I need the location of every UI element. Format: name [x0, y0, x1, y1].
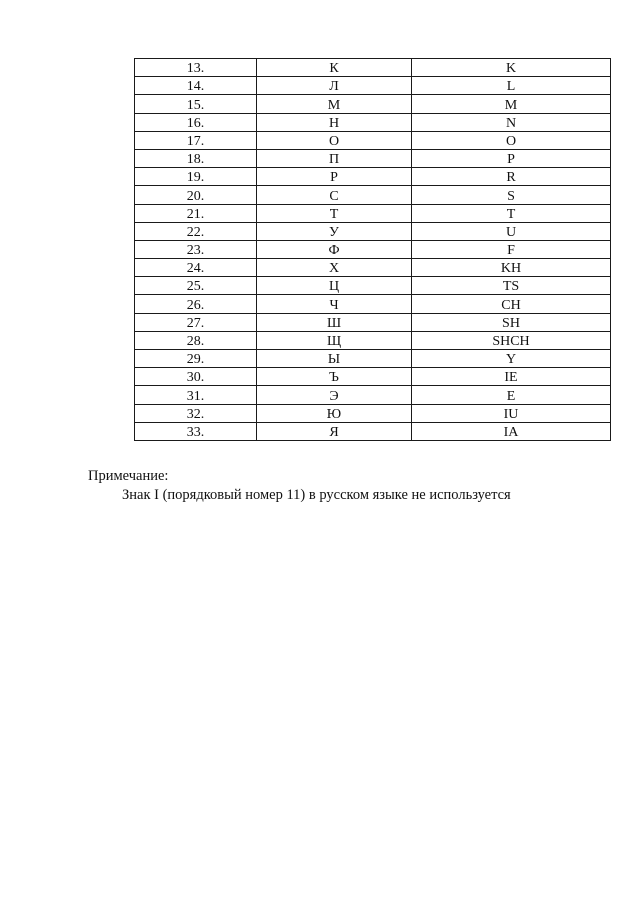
note-text: Знак I (порядковый номер 11) в русском языке не используется: [122, 487, 511, 503]
latin-transliteration-cell: KH: [412, 259, 611, 277]
row-number-cell: 15.: [135, 95, 257, 113]
table-row: [135, 204, 611, 222]
cyrillic-letter-cell: Н: [257, 113, 412, 131]
latin-transliteration-cell: IE: [412, 368, 611, 386]
latin-transliteration-cell: F: [412, 240, 611, 258]
table-row: [135, 350, 611, 368]
row-number-cell: 19.: [135, 168, 257, 186]
cyrillic-letter-cell: Х: [257, 259, 412, 277]
row-number-cell: 14.: [135, 77, 257, 95]
table-row: [135, 59, 611, 77]
table-row: [135, 368, 611, 386]
latin-transliteration-cell: E: [412, 386, 611, 404]
table-row: [135, 331, 611, 349]
table-row: [135, 77, 611, 95]
row-number-cell: 33.: [135, 422, 257, 440]
row-number-cell: 23.: [135, 240, 257, 258]
row-number-cell: 26.: [135, 295, 257, 313]
table-row: [135, 168, 611, 186]
table-row: [135, 222, 611, 240]
latin-transliteration-cell: TS: [412, 277, 611, 295]
row-number-cell: 22.: [135, 222, 257, 240]
cyrillic-letter-cell: Ъ: [257, 368, 412, 386]
latin-transliteration-cell: K: [412, 59, 611, 77]
cyrillic-letter-cell: Ш: [257, 313, 412, 331]
latin-transliteration-cell: SH: [412, 313, 611, 331]
table-row: [135, 259, 611, 277]
row-number-cell: 25.: [135, 277, 257, 295]
table-row: [135, 277, 611, 295]
row-number-cell: 21.: [135, 204, 257, 222]
latin-transliteration-cell: O: [412, 131, 611, 149]
cyrillic-letter-cell: Ю: [257, 404, 412, 422]
table-row: [135, 95, 611, 113]
cyrillic-letter-cell: С: [257, 186, 412, 204]
latin-transliteration-cell: IA: [412, 422, 611, 440]
cyrillic-letter-cell: К: [257, 59, 412, 77]
note-title: Примечание:: [88, 468, 169, 484]
transliteration-table-body: [135, 59, 611, 441]
row-number-cell: 17.: [135, 131, 257, 149]
row-number-cell: 24.: [135, 259, 257, 277]
row-number-cell: 29.: [135, 350, 257, 368]
cyrillic-letter-cell: Щ: [257, 331, 412, 349]
transliteration-table: [134, 58, 611, 441]
cyrillic-letter-cell: Ц: [257, 277, 412, 295]
latin-transliteration-cell: IU: [412, 404, 611, 422]
table-row: [135, 295, 611, 313]
latin-transliteration-cell: CH: [412, 295, 611, 313]
row-number-cell: 32.: [135, 404, 257, 422]
latin-transliteration-cell: T: [412, 204, 611, 222]
row-number-cell: 31.: [135, 386, 257, 404]
cyrillic-letter-cell: Э: [257, 386, 412, 404]
cyrillic-letter-cell: Ы: [257, 350, 412, 368]
latin-transliteration-cell: L: [412, 77, 611, 95]
latin-transliteration-cell: N: [412, 113, 611, 131]
cyrillic-letter-cell: Т: [257, 204, 412, 222]
table-row: [135, 113, 611, 131]
latin-transliteration-cell: R: [412, 168, 611, 186]
cyrillic-letter-cell: Ф: [257, 240, 412, 258]
table-row: [135, 131, 611, 149]
latin-transliteration-cell: SHCH: [412, 331, 611, 349]
table-row: [135, 149, 611, 167]
latin-transliteration-cell: U: [412, 222, 611, 240]
cyrillic-letter-cell: Л: [257, 77, 412, 95]
cyrillic-letter-cell: Р: [257, 168, 412, 186]
cyrillic-letter-cell: М: [257, 95, 412, 113]
row-number-cell: 27.: [135, 313, 257, 331]
row-number-cell: 20.: [135, 186, 257, 204]
cyrillic-letter-cell: П: [257, 149, 412, 167]
cyrillic-letter-cell: Я: [257, 422, 412, 440]
latin-transliteration-cell: P: [412, 149, 611, 167]
latin-transliteration-cell: S: [412, 186, 611, 204]
cyrillic-letter-cell: О: [257, 131, 412, 149]
table-row: [135, 313, 611, 331]
row-number-cell: 18.: [135, 149, 257, 167]
table-row: [135, 422, 611, 440]
row-number-cell: 13.: [135, 59, 257, 77]
latin-transliteration-cell: M: [412, 95, 611, 113]
table-row: [135, 240, 611, 258]
row-number-cell: 30.: [135, 368, 257, 386]
row-number-cell: 16.: [135, 113, 257, 131]
latin-transliteration-cell: Y: [412, 350, 611, 368]
row-number-cell: 28.: [135, 331, 257, 349]
cyrillic-letter-cell: Ч: [257, 295, 412, 313]
table-row: [135, 386, 611, 404]
table-row: [135, 404, 611, 422]
table-row: [135, 186, 611, 204]
cyrillic-letter-cell: У: [257, 222, 412, 240]
